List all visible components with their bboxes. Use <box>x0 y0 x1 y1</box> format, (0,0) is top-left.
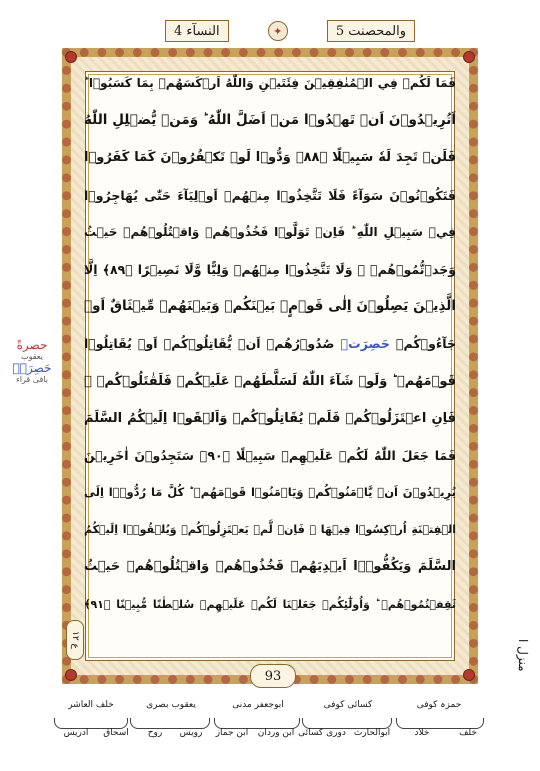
narrator-name: ابن وردان <box>257 728 295 738</box>
verse-line: قَوۡمَهُمۡ ؕ وَلَوۡ شَآءَ اللّٰهُ لَسَلَّطَهُمۡ عَلَيۡكُمۡ فَلَقٰتَلُوۡكُمۡ ۚ <box>84 373 456 389</box>
narrator-name: روح <box>147 728 163 738</box>
verse-line: فَمَا جَعَلَ اللّٰهُ لَكُمۡ عَلَيۡهِمۡ سَبِيۡلًا ﴿۹۰﴾ سَتَجِدُوۡنَ اٰخَرِيۡنَ <box>84 447 456 463</box>
ruku-marker: ع ١٢ <box>66 620 84 660</box>
reader-name: خلف العاشر <box>68 700 114 710</box>
margin-reader: يعقوب <box>21 352 43 361</box>
verse-line: فَمَا لَكُمۡ فِي الۡمُنٰفِقِيۡنَ فِئَتَيۡنِ وَاللّٰهُ اَرۡكَسَهُمۡ بِمَا كَسَبُوۡا ؕ <box>84 76 456 90</box>
manzil-marker: منزل ا <box>516 638 530 672</box>
verse-line: الَّذِيۡنَ يَصِلُوۡنَ اِلٰى قَوۡمٍۢ بَيۡنَكُمۡ وَبَيۡنَهُمۡ مِّيۡثَاقٌ اَوۡ <box>84 298 456 315</box>
margin-reader: باقی قراء <box>16 375 48 384</box>
margin-word-variant: حصرةً <box>16 338 48 352</box>
verse-line: اَتُرِيۡدُوۡنَ اَنۡ تَهۡدُوۡا مَنۡ اَضَلَّ اللّٰهُ ؕ وَمَنۡ يُّضۡلِلِ اللّٰهُ <box>84 112 456 129</box>
corner-rose-icon <box>65 51 77 63</box>
verse-block <box>84 65 456 623</box>
verse-line: فَتَكُوۡنُوۡنَ سَوَآءً فَلَا تَتَّخِذُوۡا مِنۡهُمۡ اَوۡلِيَآءَ حَتّٰى يُهَاجِرُوۡا <box>84 187 456 203</box>
verse-line: ثَقِفۡتُمُوۡهُمۡ ؕ وَاُولٰٓئِكُمۡ جَعَلۡنَا لَكُمۡ عَلَيۡهِمۡ سُلۡطٰنًا مُّبِيۡنًا ﴿۹۱﴾ <box>84 597 456 611</box>
corner-rose-icon <box>463 669 475 681</box>
reader-name: حمزہ کوفی <box>416 700 462 710</box>
reader-name: کسائی کوفی <box>323 700 373 710</box>
narrator-name: ابوالحارث <box>353 728 391 738</box>
verse-line: يُرِيۡدُوۡنَ اَنۡ يَّاۡمَنُوۡكُمۡ وَيَاۡمَنُوۡا قَوۡمَهُمۡ ؕ كُلَّ مَا رُدُّوۡۤا اِلَى <box>84 485 456 500</box>
page-header <box>165 18 415 44</box>
verse-line: جَآءُوۡكُمۡ حَصِرَتۡ صُدُوۡرُهُمۡ اَنۡ يُّقَاتِلُوۡكُمۡ اَوۡ يُقَاتِلُوۡا <box>84 336 456 352</box>
highlighted-word: حَصِرَتۡ <box>340 336 390 352</box>
verse-line: السَّلَمَ وَيَكُفُّوۡۤا اَيۡدِيَهُمۡ فَخُذُوۡهُمۡ وَاقۡتُلُوۡهُمۡ حَيۡثُ <box>84 559 456 575</box>
narrator-name: ابن جماز <box>215 728 249 738</box>
narrator-name: خلاد <box>414 728 430 738</box>
margin-word-standard: حَصِرَتۡ <box>12 361 52 375</box>
narrator-name: رویس <box>179 728 203 738</box>
surah-name: النسآء 4 <box>165 20 229 42</box>
verse-line: فَلَنۡ تَجِدَ لَهٗ سَبِيۡلًا ﴿۸۸﴾ وَدُّوۡا لَوۡ تَكۡفُرُوۡنَ كَمَا كَفَرُوۡا <box>84 150 456 166</box>
qiraat-table <box>52 696 488 756</box>
verse-line: الۡفِتۡنَةِ اُرۡكِسُوۡا فِيۡهَا ۚ فَاِنۡ لَّمۡ يَعۡتَزِلُوۡكُمۡ وَيُلۡقُوۡۤا اِلَيۡكُمُ <box>84 523 456 537</box>
narrator-name: دوری کسائی <box>298 728 346 738</box>
corner-rose-icon <box>65 669 77 681</box>
page-number: 93 <box>250 664 296 688</box>
juz-name: والمحصنت 5 <box>327 20 415 42</box>
verse-line: فِيۡ سَبِيۡلِ اللّٰهِ ؕ فَاِنۡ تَوَلَّوۡا فَخُذُوۡهُمۡ وَاقۡتُلُوۡهُمۡ حَيۡثُ <box>84 224 456 239</box>
qiraat-readers-row <box>52 700 488 722</box>
corner-rose-icon <box>463 51 475 63</box>
header-ornament-icon: ✦ <box>268 21 288 41</box>
margin-note <box>12 338 52 384</box>
verse-line: فَاِنِ اعۡتَزَلُوۡكُمۡ فَلَمۡ يُقَاتِلُوۡكُمۡ وَاَلۡقَوۡا اِلَيۡكُمُ السَّلَمَ <box>84 410 456 426</box>
verse-line: وَجَدۡتُّمُوۡهُمۡ ۖ وَلَا تَتَّخِذُوۡا مِنۡهُمۡ وَلِيًّا وَّلَا نَصِيۡرًا ﴿۸۹﴾ اِلَّا <box>84 261 456 277</box>
narrator-name: خلف <box>459 728 477 738</box>
narrator-name: ادریس <box>63 728 89 738</box>
narrator-name: اسحاق <box>103 728 129 738</box>
reader-name: ابوجعفر مدنی <box>232 700 284 710</box>
qiraat-narrators-row <box>52 728 488 750</box>
reader-name: یعقوب بصری <box>146 700 196 710</box>
